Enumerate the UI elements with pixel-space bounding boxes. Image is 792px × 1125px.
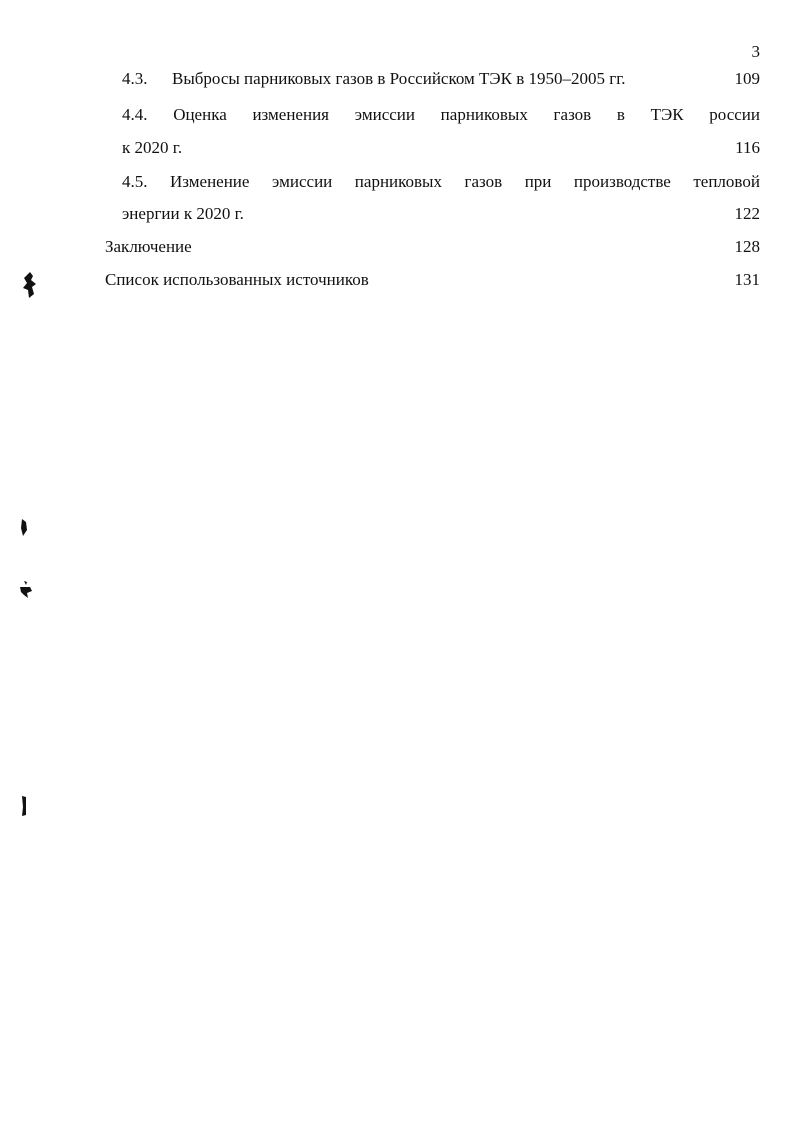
toc-title-word: парниковых xyxy=(354,172,442,191)
toc-title-word: Оценка xyxy=(173,105,227,124)
toc-entry-page: 131 xyxy=(734,270,760,289)
toc-entry-page: 109 xyxy=(734,69,760,88)
scan-artifact-mark xyxy=(20,270,38,300)
toc-entry-title-line xyxy=(122,169,760,195)
toc-title-word: при xyxy=(524,172,552,191)
toc-entry-title: Выбросы парниковых газов в Российском ТЭК в 1950–2005 гг. xyxy=(172,69,626,88)
toc-title-word: Изменение xyxy=(170,172,250,191)
toc-entry-title-line xyxy=(122,102,760,128)
scan-artifact-mark xyxy=(20,795,28,817)
toc-entry-page: 116 xyxy=(735,138,760,157)
toc-title-word: парниковых xyxy=(440,105,528,124)
toc-title-word: эмиссии xyxy=(271,172,333,191)
toc-title-word: газов xyxy=(553,105,592,124)
toc-title-word: производстве xyxy=(573,172,671,191)
toc-title-word: изменения xyxy=(252,105,329,124)
toc-entry-conclusion[interactable] xyxy=(105,234,760,260)
toc-title-word: ТЭК xyxy=(650,105,684,124)
toc-entry-title-continuation xyxy=(122,201,760,227)
toc-entry-title-continuation xyxy=(122,135,760,161)
toc-title-word: россии xyxy=(709,105,760,124)
toc-entry-number: 4.4. xyxy=(122,105,148,124)
toc-entry-number: 4.3. xyxy=(122,69,148,88)
scan-artifact-mark xyxy=(20,518,28,538)
page-number: 3 xyxy=(751,42,760,61)
toc-title-word: эмиссии xyxy=(354,105,415,124)
toc-entry-title: к 2020 г. xyxy=(122,138,183,157)
toc-entry-4-3[interactable] xyxy=(122,66,760,92)
toc-entry-page: 122 xyxy=(734,204,760,223)
toc-entry-title: Список использованных источников xyxy=(105,270,369,289)
toc-entry-references[interactable] xyxy=(105,267,760,293)
toc-title-word: тепловой xyxy=(693,172,760,191)
scan-artifact-mark xyxy=(18,580,34,600)
toc-entry-number: 4.5. xyxy=(122,172,148,191)
toc-entry-page: 128 xyxy=(734,237,760,256)
toc-entry-title: Заключение xyxy=(105,237,192,256)
toc-entry-title: энергии к 2020 г. xyxy=(122,204,244,223)
toc-title-word: газов xyxy=(464,172,503,191)
toc-title-word: в xyxy=(616,105,625,124)
